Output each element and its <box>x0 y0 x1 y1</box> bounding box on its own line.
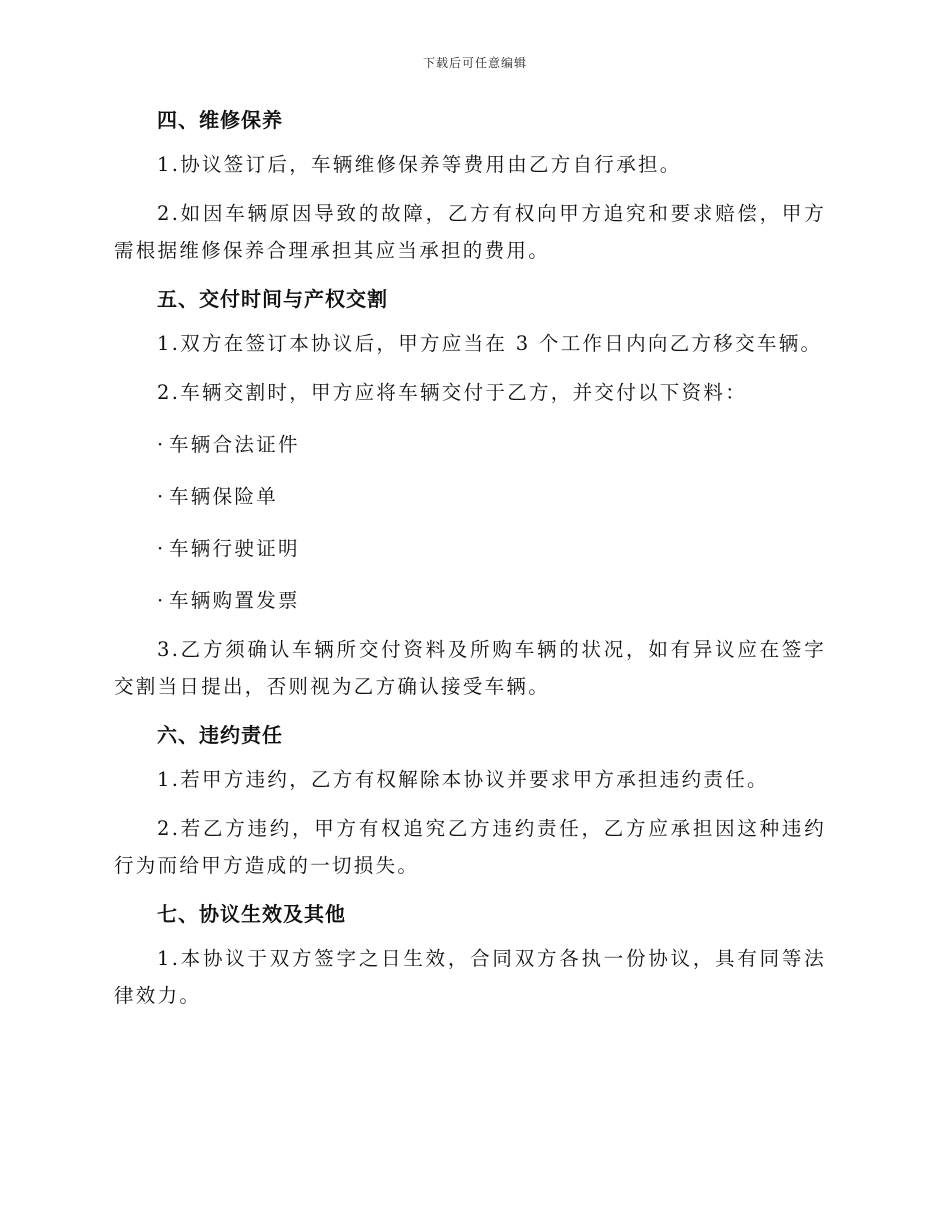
document-body <box>114 106 826 1014</box>
clause-paragraph: 2.如因车辆原因导致的故障，乙方有权向甲方追究和要求赔偿，甲方需根据维修保养合理承担其应当承担的费用。 <box>114 202 826 262</box>
list-item <box>157 582 826 619</box>
clause-paragraph: 2.若乙方违约，甲方有权追究乙方违约责任，乙方应承担因这种违约行为而给甲方造成的一切损失。 <box>114 817 826 877</box>
bullet-icon: · <box>157 537 166 560</box>
bullet-icon: · <box>157 589 166 612</box>
bullet-icon: · <box>157 485 166 508</box>
list-item <box>157 478 826 515</box>
section-heading-delivery: 五、交付时间与产权交割 <box>157 287 388 311</box>
section-heading-effectiveness: 七、协议生效及其他 <box>157 902 346 926</box>
page-header: 下载后可任意编辑 <box>422 56 527 70</box>
list-item-text: 车辆保险单 <box>169 485 279 508</box>
clause-paragraph: 2.车辆交割时，甲方应将车辆交付于乙方，并交付以下资料： <box>157 381 748 404</box>
bullet-icon: · <box>157 433 166 456</box>
list-item-text: 车辆购置发票 <box>169 589 300 612</box>
list-item-text: 车辆合法证件 <box>169 433 300 456</box>
clause-paragraph: 1.双方在签订本协议后，甲方应当在 3 个工作日内向乙方移交车辆。 <box>157 332 823 355</box>
list-item-text: 车辆行驶证明 <box>169 537 300 560</box>
list-item <box>157 530 826 567</box>
section-heading-maintenance: 四、维修保养 <box>157 108 283 132</box>
clause-paragraph: 1.本协议于双方签字之日生效，合同双方各执一份协议，具有同等法律效力。 <box>114 947 826 1007</box>
list-item <box>157 426 826 463</box>
clause-paragraph: 3.乙方须确认车辆所交付资料及所购车辆的状况，如有异议应在签字交割当日提出，否则视为乙方确认接受车辆。 <box>114 638 826 698</box>
clause-paragraph: 1.协议签订后，车辆维修保养等费用由乙方自行承担。 <box>157 153 682 176</box>
clause-paragraph: 1.若甲方违约，乙方有权解除本协议并要求甲方承担违约责任。 <box>157 768 769 791</box>
section-heading-breach: 六、违约责任 <box>157 723 283 747</box>
